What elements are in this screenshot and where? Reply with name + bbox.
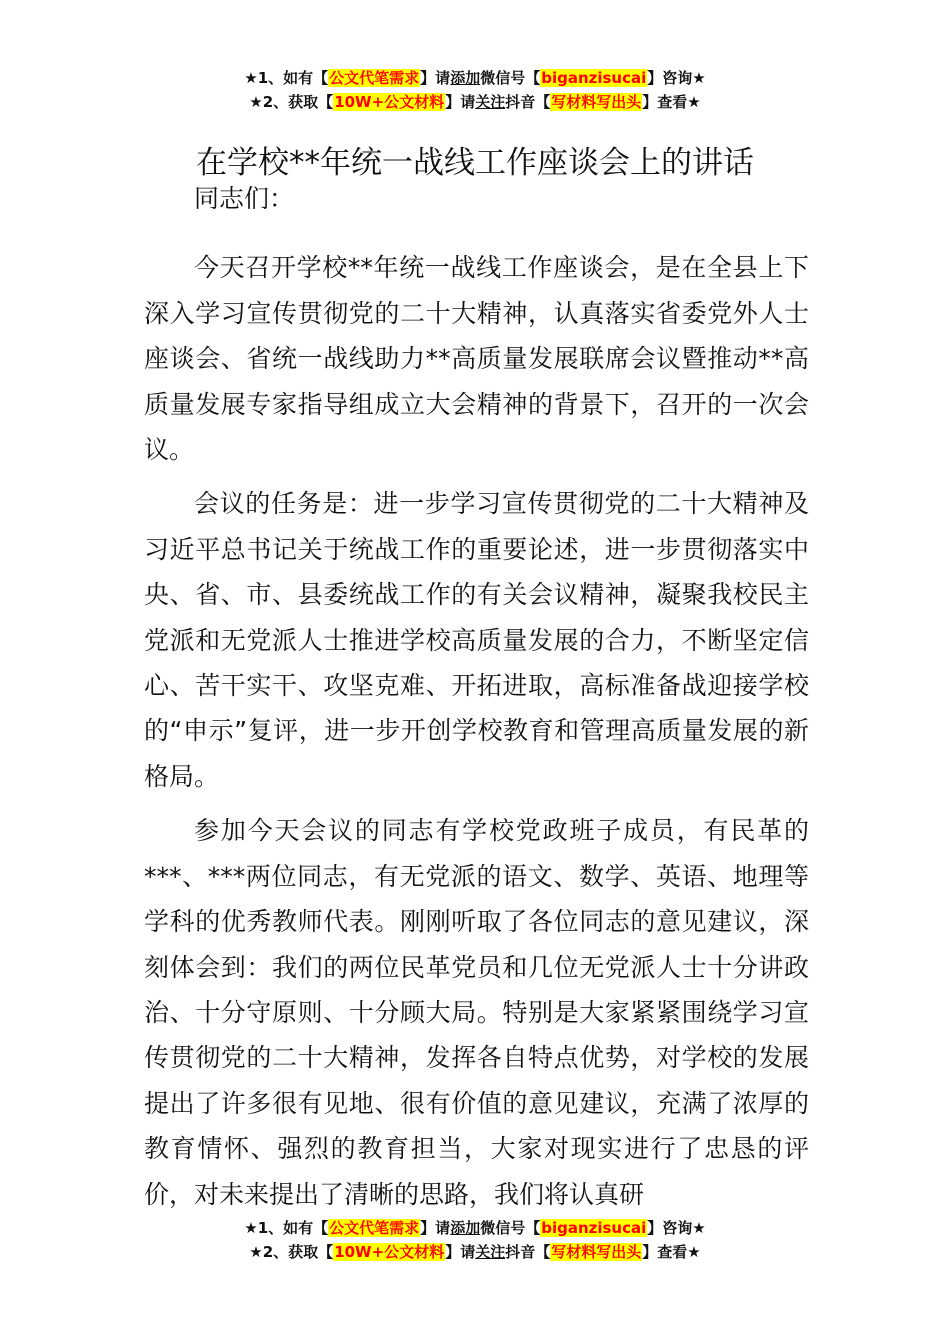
banner-wechat-id: biganzisucai bbox=[541, 69, 647, 87]
banner-underlined: 关注 bbox=[475, 1243, 506, 1261]
banner-line-2 bbox=[0, 1240, 950, 1264]
banner-highlight: 10W+公文材料 bbox=[334, 93, 445, 111]
banner-text: 】咨询★ bbox=[647, 1219, 706, 1237]
banner-text: ★2、获取【 bbox=[249, 93, 334, 111]
banner-highlight: 10W+公文材料 bbox=[334, 1243, 445, 1261]
document-body bbox=[144, 176, 809, 1226]
banner-text: 】查看★ bbox=[642, 93, 701, 111]
banner-douyin-name: 写材料写出头 bbox=[551, 93, 642, 111]
document-title: 在学校**年统一战线工作座谈会上的讲话 bbox=[196, 144, 754, 181]
banner-highlight: 公文代笔需求 bbox=[329, 1219, 420, 1237]
banner-douyin-name: 写材料写出头 bbox=[551, 1243, 642, 1261]
banner-text: 】咨询★ bbox=[647, 69, 706, 87]
paragraph: 参加今天会议的同志有学校党政班子成员，有民革的***、***两位同志，有无党派的语文、数学、英语、地理等学科的优秀教师代表。刚刚听取了各位同志的意见建议，深刻体会到：我们的两位民革党员和几位无党派人士十分讲政治、十分守原则、十分顾大局。特别是大家紧紧围绕学习宣传贯彻党的二十大精神，发挥各自特点优势，对学校的发展提出了许多很有见地、很有价值的意见建议，充满了浓厚的教育情怀、强烈的教育担当，大家对现实进行了忠恳的评价，对未来提出了清晰的思路，我们将认真研 bbox=[144, 816, 809, 1209]
banner-text: 抖音【 bbox=[505, 1243, 551, 1261]
banner-line-1 bbox=[0, 66, 950, 90]
banner-text: 微信号【 bbox=[480, 69, 541, 87]
header-banner bbox=[0, 66, 950, 114]
footer-banner bbox=[0, 1216, 950, 1264]
banner-text: 】查看★ bbox=[642, 1243, 701, 1261]
banner-wechat-id: biganzisucai bbox=[541, 1219, 647, 1237]
banner-line-1 bbox=[0, 1216, 950, 1240]
banner-text: 微信号【 bbox=[480, 1219, 541, 1237]
banner-text: ★1、如有【 bbox=[244, 69, 329, 87]
banner-text: 】请 bbox=[445, 93, 476, 111]
paragraph: 今天召开学校**年统一战线工作座谈会，是在全县上下深入学习宣传贯彻党的二十大精神，认真落实省委党外人士座谈会、省统一战线助力**高质量发展联席会议暨推动**高质量发展专家指导组成立大会精神的背景下，召开的一次会议。 bbox=[144, 253, 809, 465]
banner-text: ★1、如有【 bbox=[244, 1219, 329, 1237]
banner-underlined: 添加 bbox=[450, 69, 481, 87]
banner-text: 抖音【 bbox=[505, 93, 551, 111]
banner-line-2 bbox=[0, 90, 950, 114]
banner-underlined: 添加 bbox=[450, 1219, 481, 1237]
paragraph: 会议的任务是：进一步学习宣传贯彻党的二十大精神及习近平总书记关于统战工作的重要论述，进一步贯彻落实中央、省、市、县委统战工作的有关会议精神，凝聚我校民主党派和无党派人士推进学校高质量发展的合力，不断坚定信心、苦干实干、攻坚克难、开拓进取，高标准备战迎接学校的“申示”复评，进一步开创学校教育和管理高质量发展的新格局。 bbox=[144, 489, 809, 791]
banner-highlight: 公文代笔需求 bbox=[329, 69, 420, 87]
banner-text: 】请 bbox=[420, 1219, 451, 1237]
banner-text: 】请 bbox=[420, 69, 451, 87]
banner-text: ★2、获取【 bbox=[249, 1243, 334, 1261]
banner-text: 】请 bbox=[445, 1243, 476, 1261]
greeting: 同志们： bbox=[194, 184, 295, 213]
banner-underlined: 关注 bbox=[475, 93, 506, 111]
